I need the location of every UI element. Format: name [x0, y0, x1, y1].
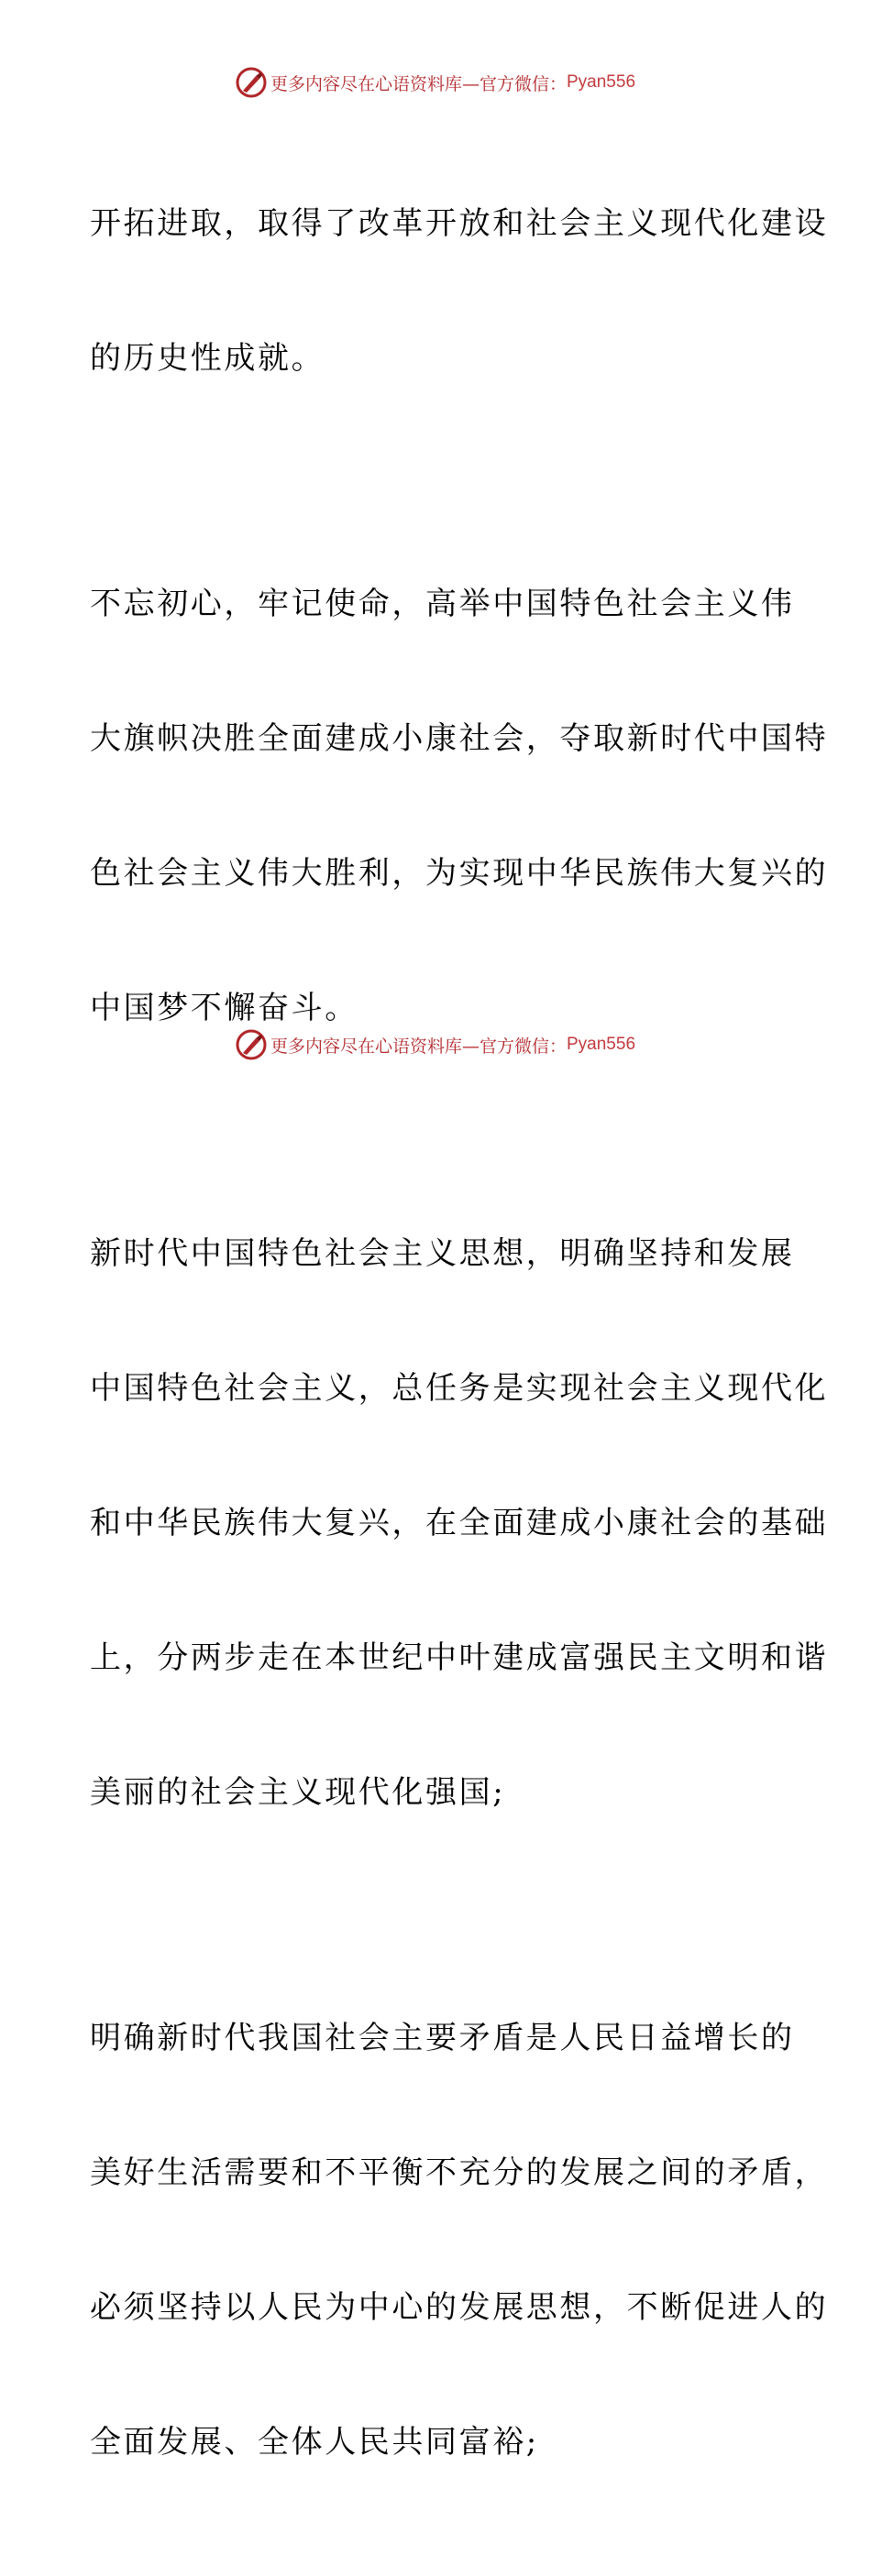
paragraph-3 [90, 1142, 829, 1905]
paragraph-4 [90, 1926, 829, 2555]
watermark-text: 更多内容尽在心语资料库—官方微信： [270, 1036, 567, 1057]
text-line: 明确新时代我国社会主要矛盾是人民日益增长的 [90, 2020, 795, 2056]
watermark-wechat-id: Pyan556 [567, 72, 636, 92]
text-line: 上，分两步走在本世纪中叶建成富强民主文明和谐 [90, 1639, 829, 1676]
text-line: 美丽的社会主义现代化强国; [90, 1774, 506, 1811]
text-line: 全面发展、全体人民共同富裕; [90, 2424, 539, 2461]
text-line: 的历史性成就。 [90, 340, 325, 377]
text-line: 中国特色社会主义，总任务是实现社会主义现代化 [90, 1370, 829, 1407]
text-line: 大旗帜决胜全面建成小康社会，夺取新时代中国特 [90, 720, 829, 757]
watermark-text: 更多内容尽在心语资料库—官方微信： [270, 73, 567, 94]
paragraph-1 [90, 112, 829, 471]
pen-logo-icon [236, 67, 267, 98]
header-watermark [0, 64, 871, 101]
document-body [90, 112, 829, 2576]
text-line: 和中华民族伟大复兴，在全面建成小康社会的基础 [90, 1505, 829, 1541]
text-line: 色社会主义伟大胜利，为实现中华民族伟大复兴的 [90, 855, 829, 892]
text-line: 中国梦不懈奋斗。 [90, 990, 358, 1026]
text-line: 新时代中国特色社会主义思想，明确坚持和发展 [90, 1235, 795, 1272]
text-line: 不忘初心，牢记使命，高举中国特色社会主义伟 [90, 586, 795, 622]
watermark-wechat-id: Pyan556 [567, 1035, 636, 1054]
text-line: 必须坚持以人民为中心的发展思想，不断促进人的 [90, 2289, 829, 2326]
text-line: 开拓进取，取得了改革开放和社会主义现代化建设 [90, 205, 829, 242]
footer-watermark [0, 1026, 871, 1063]
pen-logo-icon [236, 1029, 267, 1060]
text-line: 美好生活需要和不平衡不充分的发展之间的矛盾， [90, 2154, 829, 2191]
